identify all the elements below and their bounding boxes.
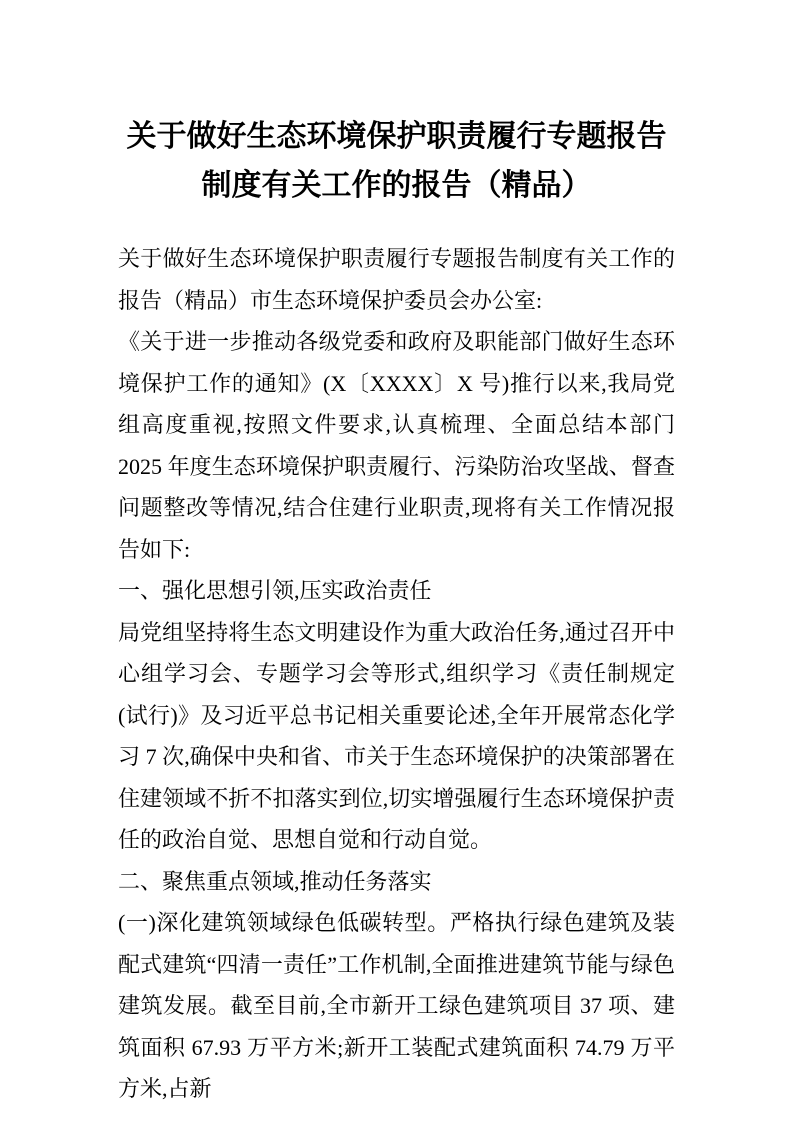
body-paragraph-background: 《关于进一步推动各级党委和政府及职能部门做好生态环境保护工作的通知》(X〔XXXX〕X 号)推行以来,我局党组高度重视,按照文件要求,认真梳理、全面总结本部门 2025 年度生态环境保护职责履行、污染防治攻坚战、督查问题整改等情况,结合住建行业职责,现将有关工作情况报告如下:: [118, 329, 675, 562]
body-paragraph-section-2-heading: 二、聚焦重点领域,推动任务落实: [118, 868, 432, 894]
body-paragraph-section-1-content: 局党组坚持将生态文明建设作为重大政治任务,通过召开中心组学习会、专题学习会等形式,组织学习《责任制规定(试行)》及习近平总书记相关重要论述,全年开展常态化学习 7 次,确保中央和省、市关于生态环境保护的决策部署在住建领域不折不扣落实到位,切实增强履行生态环境保护责任的政治自觉、思想自觉和行动自觉。: [118, 619, 675, 852]
body-paragraph-intro: 关于做好生态环境保护职责履行专题报告制度有关工作的报告（精品）市生态环境保护委员会办公室:: [118, 246, 675, 313]
document-body: [118, 238, 675, 1110]
body-paragraph-section-2-content: (一)深化建筑领域绿色低碳转型。严格执行绿色建筑及装配式建筑“四清一责任”工作机制,全面推进建筑节能与绿色建筑发展。截至目前,全市新开工绿色建筑项目 37 项、建筑面积 67.93 万平方米;新开工装配式建筑面积 74.79 万平方米,占新: [118, 910, 675, 1101]
document-title: [118, 112, 675, 210]
document-title-line-2: 制度有关工作的报告（精品）: [201, 169, 592, 202]
body-paragraph-section-1-heading: 一、强化思想引领,压实政治责任: [118, 578, 432, 603]
document-title-line-1: 关于做好生态环境保护职责履行专题报告: [126, 120, 667, 153]
